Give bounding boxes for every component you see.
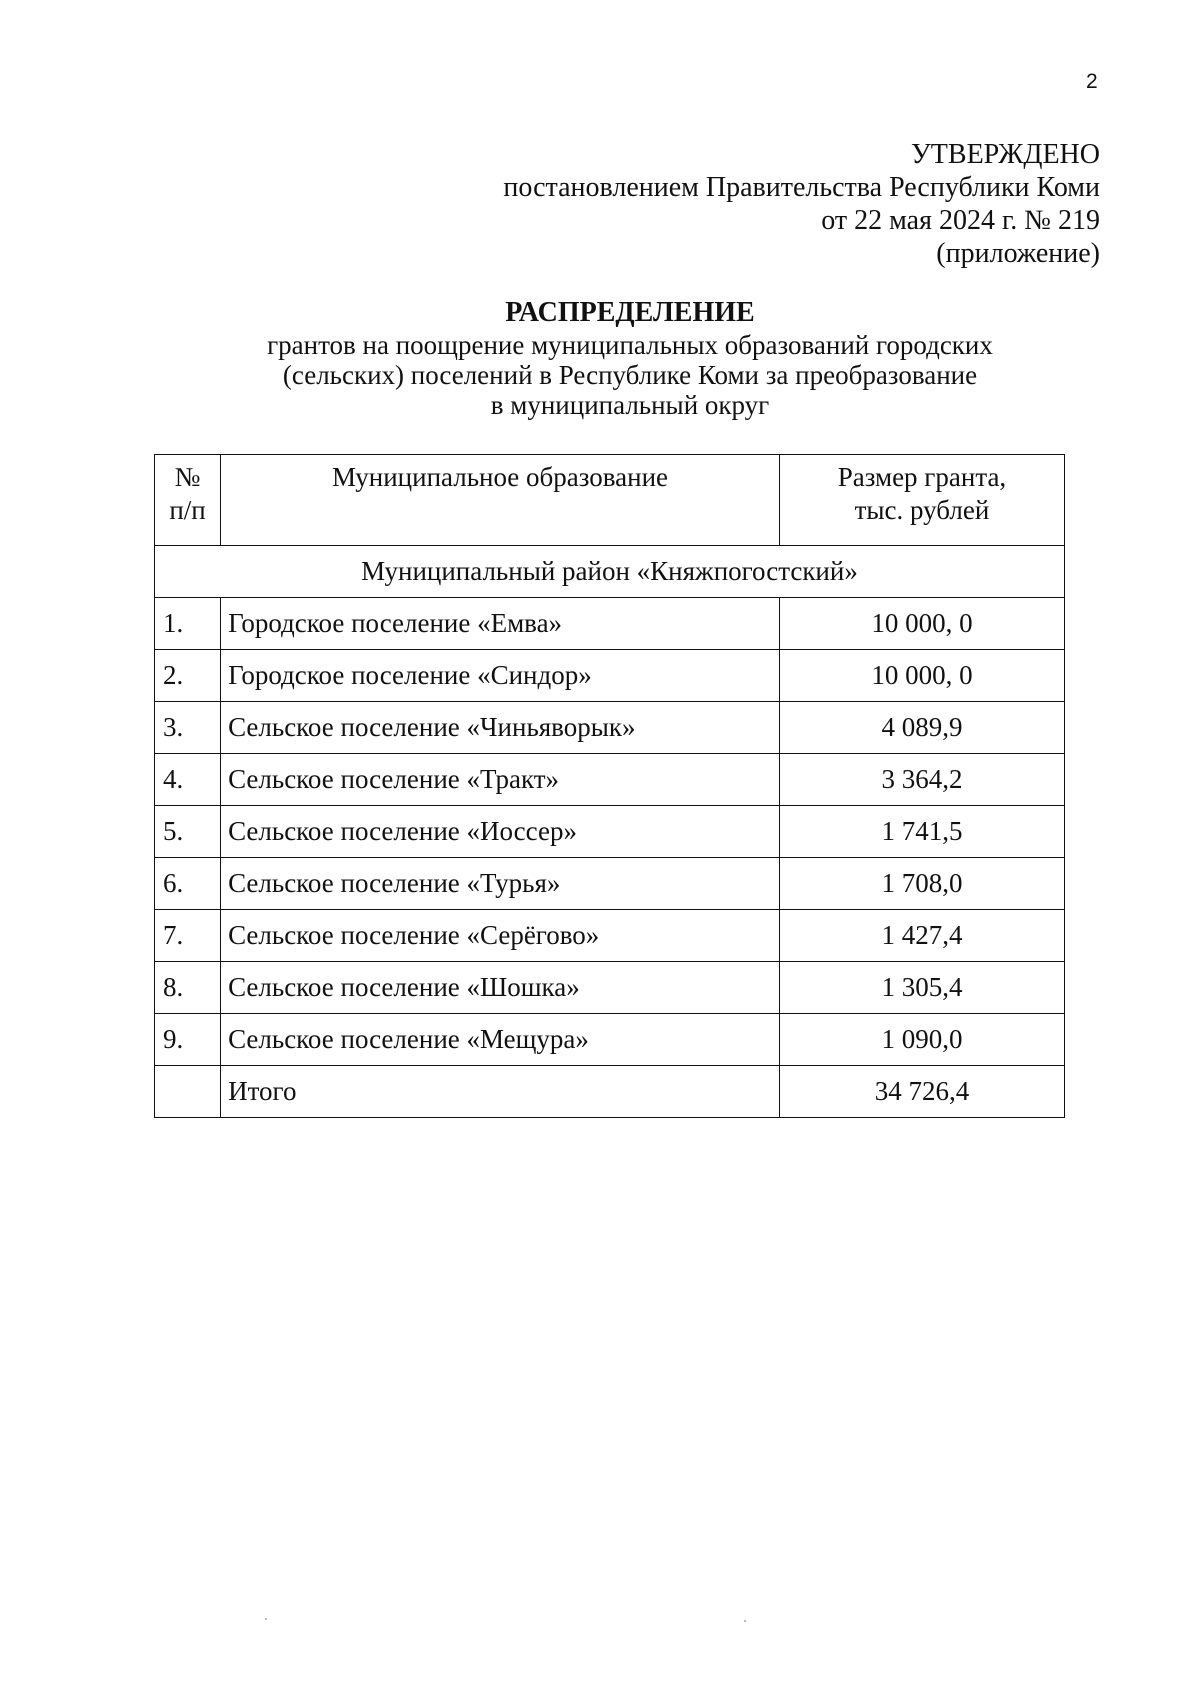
row-amount: 10 000, 0 (779, 598, 1064, 650)
header-amount-line-2: тыс. рублей (854, 495, 990, 525)
row-num: 1. (155, 598, 221, 650)
row-num: 3. (155, 702, 221, 754)
table-row (155, 858, 1065, 910)
document-subtitle-line-1: грантов на поощрение муниципальных образований городских (267, 330, 993, 360)
row-num: 5. (155, 806, 221, 858)
row-municipality: Сельское поселение «Шошка» (221, 962, 780, 1014)
row-num: 4. (155, 754, 221, 806)
header-amount-line-1: Размер гранта, (837, 462, 1007, 492)
table-header-row (155, 455, 1065, 546)
total-row (155, 1066, 1065, 1118)
page-number: 2 (1086, 70, 1098, 93)
grants-table (154, 454, 1065, 1118)
document-subtitle-line-2: (сельских) поселений в Республике Коми за преобразование (282, 360, 978, 390)
row-amount: 1 741,5 (779, 806, 1064, 858)
approval-date-number: от 22 мая 2024 г. № 219 (821, 205, 1100, 236)
row-amount: 10 000, 0 (779, 650, 1064, 702)
table-row (155, 962, 1065, 1014)
row-municipality: Городское поселение «Синдор» (221, 650, 780, 702)
row-municipality: Сельское поселение «Турья» (221, 858, 780, 910)
table-row (155, 702, 1065, 754)
row-num: 6. (155, 858, 221, 910)
table-row (155, 806, 1065, 858)
scan-speck (265, 1618, 267, 1620)
header-municipality: Муниципальное образование (221, 455, 780, 546)
table-row (155, 650, 1065, 702)
row-amount: 1 708,0 (779, 858, 1064, 910)
approval-stamp (503, 138, 1100, 270)
total-num-empty (155, 1066, 221, 1118)
document-title: РАСПРЕДЕЛЕНИЕ (505, 297, 755, 328)
row-municipality: Сельское поселение «Чиньяворык» (221, 702, 780, 754)
total-label: Итого (221, 1066, 780, 1118)
document-subtitle-line-3: в муниципальный округ (490, 390, 770, 420)
total-amount: 34 726,4 (779, 1066, 1064, 1118)
table-row (155, 598, 1065, 650)
row-num: 9. (155, 1014, 221, 1066)
approval-status: УТВЕРЖДЕНО (910, 139, 1100, 170)
header-amount (779, 455, 1064, 546)
table-row (155, 910, 1065, 962)
row-num: 2. (155, 650, 221, 702)
scan-speck (744, 1620, 746, 1622)
district-row (155, 546, 1065, 598)
header-num-symbol: № (174, 462, 201, 492)
row-municipality: Сельское поселение «Тракт» (221, 754, 780, 806)
row-amount: 3 364,2 (779, 754, 1064, 806)
row-amount: 4 089,9 (779, 702, 1064, 754)
row-amount: 1 305,4 (779, 962, 1064, 1014)
table-row (155, 1014, 1065, 1066)
row-municipality: Сельское поселение «Серёгово» (221, 910, 780, 962)
row-amount: 1 427,4 (779, 910, 1064, 962)
row-num: 7. (155, 910, 221, 962)
header-num (155, 455, 221, 546)
row-municipality: Сельское поселение «Мещура» (221, 1014, 780, 1066)
row-amount: 1 090,0 (779, 1014, 1064, 1066)
document-heading (160, 296, 1100, 420)
district-name: Муниципальный район «Княжпогостский» (155, 546, 1065, 598)
approval-appendix: (приложение) (936, 238, 1100, 269)
header-num-abbr: п/п (169, 495, 206, 525)
row-municipality: Городское поселение «Емва» (221, 598, 780, 650)
approval-authority: постановлением Правительства Республики Коми (503, 172, 1100, 203)
table-row (155, 754, 1065, 806)
row-municipality: Сельское поселение «Иоссер» (221, 806, 780, 858)
row-num: 8. (155, 962, 221, 1014)
